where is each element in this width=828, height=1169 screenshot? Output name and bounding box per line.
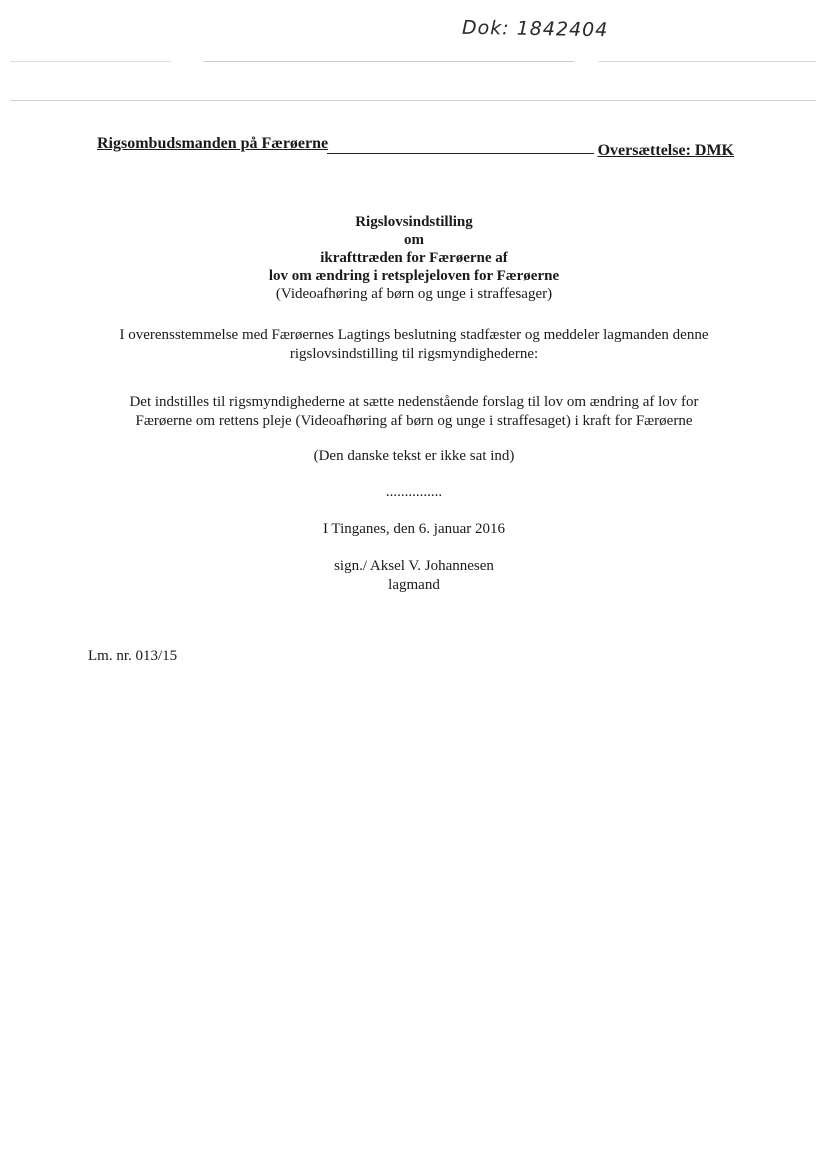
reference-number: Lm. nr. 013/15	[88, 648, 178, 664]
signature-block	[0, 557, 828, 595]
intro-line: rigslovsindstilling til rigsmyndighederne:	[289, 346, 539, 362]
title-line: Rigslovsindstilling	[355, 214, 473, 230]
title-subtitle: (Videoafhøring af børn og unge i straffesager)	[275, 286, 553, 302]
intro-paragraph	[0, 326, 828, 364]
handwritten-document-number: Dok: 1842404	[461, 16, 609, 42]
language-note: (Den danske tekst er ikke sat ind)	[313, 448, 515, 464]
title-line: lov om ændring i retsplejeloven for Færøerne	[268, 268, 560, 284]
title-line: om	[404, 232, 424, 248]
scan-artifact-line	[10, 61, 816, 62]
document-title	[0, 213, 828, 303]
header-rule	[327, 153, 594, 154]
letterhead	[97, 135, 734, 161]
signature-line: sign./ Aksel V. Johannesen	[334, 558, 494, 574]
translation-note: Oversættelse: DMK	[597, 142, 734, 159]
separator-dots: ...............	[385, 484, 443, 500]
sender-name: Rigsombudsmanden på Færøerne	[97, 135, 329, 152]
intro-line: I overensstemmelse med Færøernes Lagtings beslutning stadfæster og meddeler lagmanden denne	[119, 327, 709, 343]
body-line: Det indstilles til rigsmyndighederne at sætte nedenstående forslag til lov om ændring af lov for	[129, 394, 699, 410]
place-and-date: I Tinganes, den 6. januar 2016	[322, 521, 506, 537]
scan-artifact-line	[10, 100, 816, 101]
title-line: ikrafttræden for Færøerne af	[320, 250, 508, 266]
body-line: Færøerne om rettens pleje (Videoafhøring af børn og unge i straffesaget) i kraft for Færøerne	[135, 413, 693, 429]
body-paragraph	[0, 393, 828, 431]
signatory-title: lagmand	[388, 577, 440, 593]
